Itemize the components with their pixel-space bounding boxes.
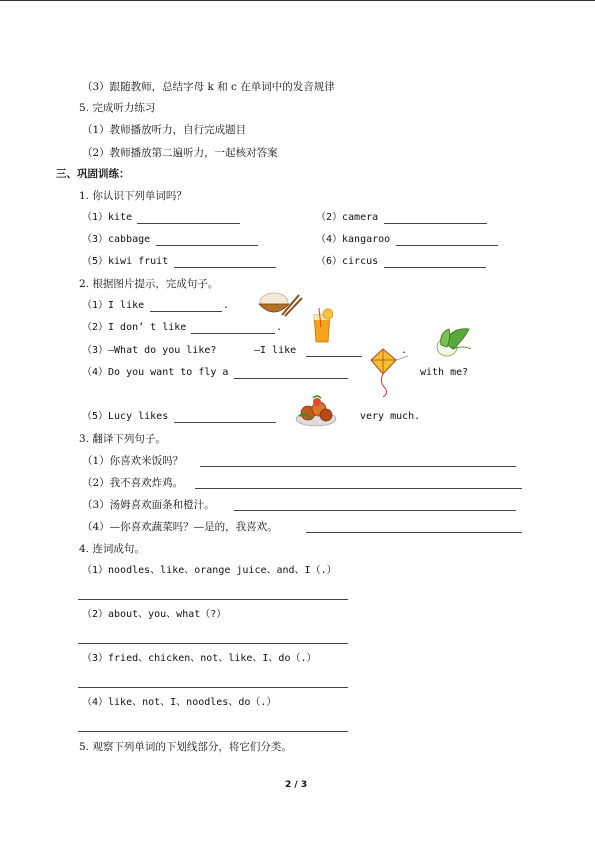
answer-line[interactable] [234, 510, 516, 511]
q2-s2: （2）I don’ t like [82, 322, 187, 333]
answer-line[interactable] [195, 488, 522, 489]
q1-title: 1. 你认识下列单词吗？ [79, 190, 187, 202]
kite-image [369, 348, 409, 398]
intro-step5-2: （2）教师播放第二遍听力，一起核对答案 [82, 147, 278, 159]
page-number: 2 / 3 [285, 780, 308, 790]
answer-line[interactable] [306, 356, 362, 357]
answer-line[interactable] [200, 466, 516, 467]
q3-item: （3）汤姆喜欢面条和橙汁。 [82, 499, 215, 511]
q4-title: 4. 连词成句。 [79, 543, 145, 555]
answer-line[interactable] [78, 599, 348, 600]
q2-s2-end: . [276, 322, 283, 333]
q5-title: 5. 观察下列单词的下划线部分，将它们分类。 [79, 741, 292, 753]
rice-bowl-image [255, 290, 303, 320]
answer-line[interactable] [384, 267, 486, 268]
q3-title: 3. 翻译下列句子。 [79, 433, 166, 445]
answer-line[interactable] [306, 532, 522, 533]
answer-line[interactable] [384, 223, 487, 224]
answer-line[interactable] [174, 422, 276, 423]
answer-line[interactable] [150, 311, 222, 312]
answer-line[interactable] [234, 378, 348, 379]
q4-item: （3）fried、chicken、not、like、I、do（.） [82, 653, 317, 664]
q2-s4-end: with me? [420, 367, 469, 378]
intro-step5: 5. 完成听力练习 [79, 102, 156, 114]
answer-line[interactable] [78, 731, 348, 732]
cabbage-image [433, 323, 473, 359]
q2-s1-end: . [223, 300, 230, 311]
answer-line[interactable] [78, 687, 348, 688]
answer-line[interactable] [396, 245, 498, 246]
q1-item: （6）circus [316, 256, 379, 267]
answer-line[interactable] [78, 643, 348, 644]
q4-item: （4）like、not、I、noodles、do（.） [82, 697, 277, 708]
q2-s3a: （3）—What do you like? [82, 345, 217, 356]
q2-s1: （1）I like [82, 300, 145, 311]
answer-line[interactable] [137, 223, 240, 224]
q2-s5-end: very much. [360, 411, 421, 422]
answer-line[interactable] [191, 333, 275, 334]
top-border [0, 0, 595, 1]
q2-s3b: —I like [254, 345, 297, 356]
q1-item: （4）kangaroo [316, 234, 391, 245]
q3-item: （2）我不喜欢炸鸡。 [82, 477, 184, 489]
section3-title: 三、巩固训练： [56, 168, 130, 180]
fried-chicken-image [295, 394, 337, 428]
q1-item: （5）kiwi fruit [82, 256, 169, 267]
q2-s3-end: . [401, 345, 408, 356]
answer-line[interactable] [156, 245, 258, 246]
q4-item: （1）noodles、like、orange juice、and、I（.） [82, 565, 337, 576]
q2-s4: （4）Do you want to fly a [82, 367, 229, 378]
intro-item3: （3）跟随教师，总结字母 k 和 c 在单词中的发音规律 [82, 81, 335, 93]
answer-line[interactable] [174, 267, 276, 268]
q2-title: 2. 根据图片提示，完成句子。 [79, 278, 219, 290]
q3-item: （1）你喜欢米饭吗？ [82, 455, 184, 467]
q2-s5: （5）Lucy likes [82, 411, 169, 422]
q3-item: （4）—你喜欢蔬菜吗？—是的，我喜欢。 [82, 521, 278, 533]
q1-item: （2）camera [316, 212, 379, 223]
q4-item: （2）about、you、what（?） [82, 609, 227, 620]
q1-item: （3）cabbage [82, 234, 151, 245]
q1-item: （1）kite [82, 212, 133, 223]
intro-step5-1: （1）教师播放听力，自行完成题目 [82, 124, 247, 136]
orange-juice-image [311, 307, 333, 343]
